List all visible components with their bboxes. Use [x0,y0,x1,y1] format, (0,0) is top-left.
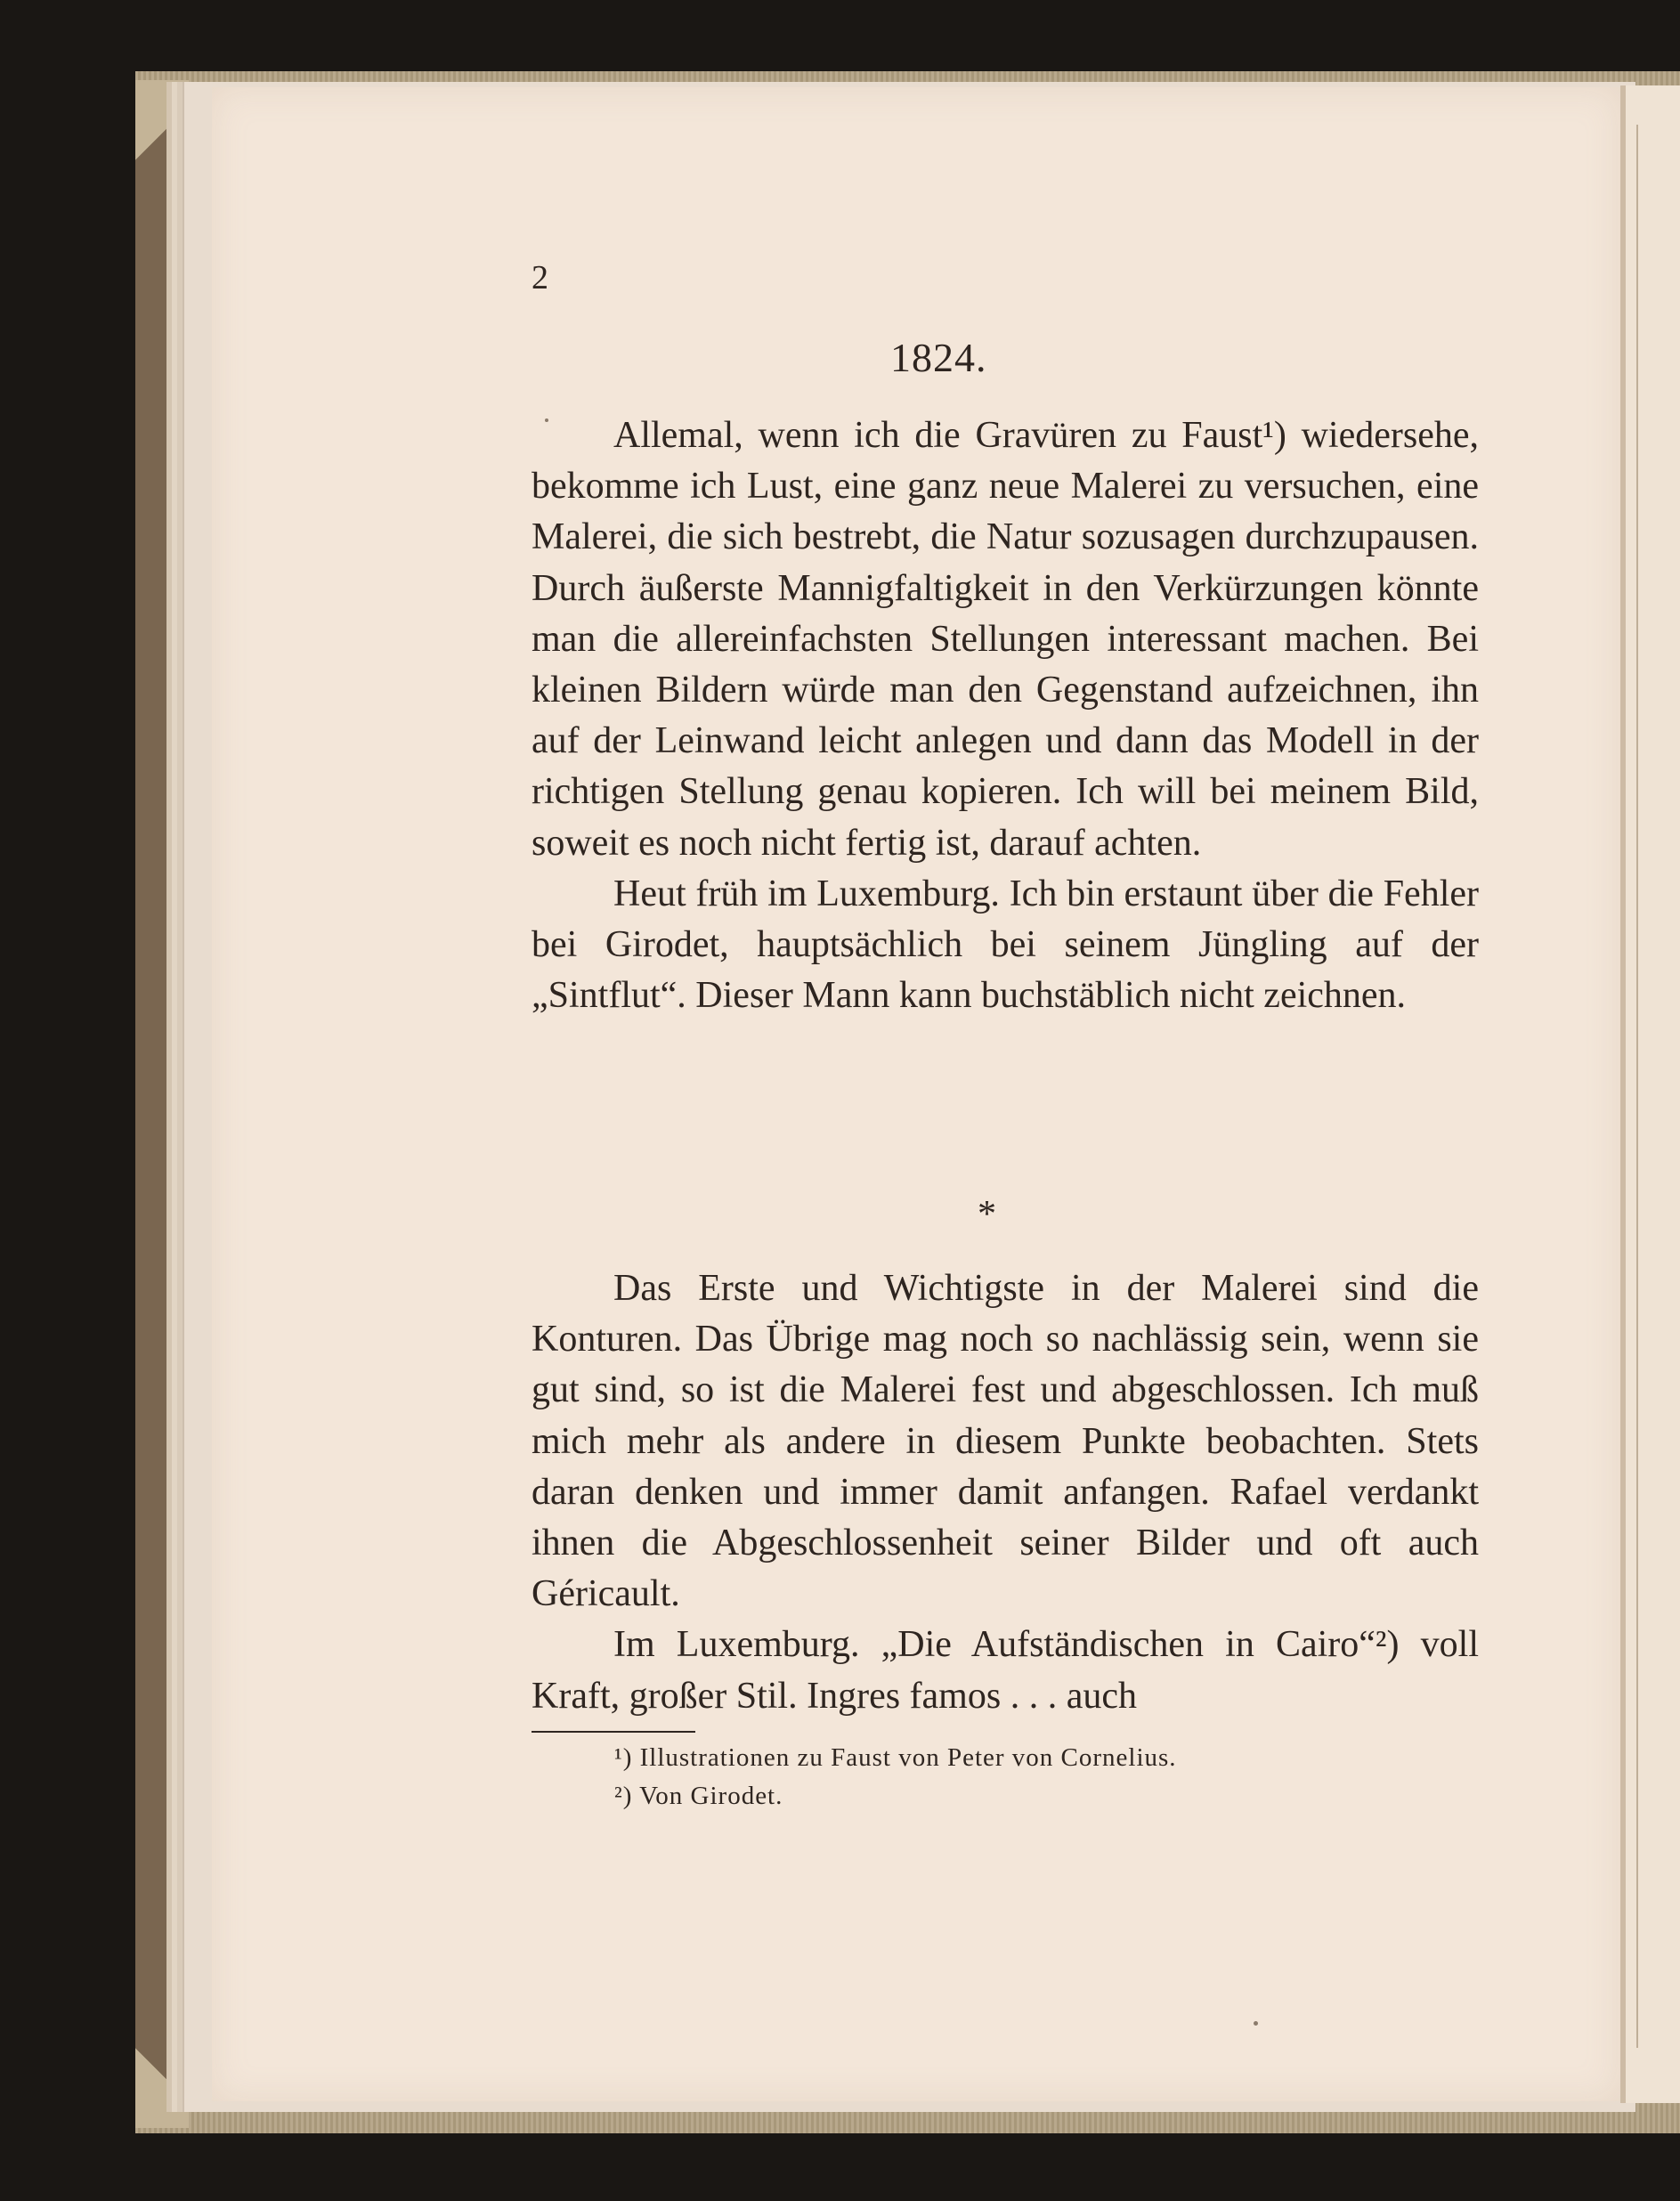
page-number: 2 [532,259,548,296]
paper-speck [1254,2021,1258,2026]
paragraph [532,869,1479,1022]
paragraph [532,1620,1479,1721]
footnote: ¹) Illustrationen zu Faust von Peter von Cornelius. [614,1743,1177,1772]
paragraph [532,410,1479,869]
footnotes [614,1739,1505,1815]
section-heading: 1824. [890,335,987,380]
paragraph [532,1263,1479,1620]
paragraph-text: Im Luxemburg. „Die Aufständischen in Cairo“²) voll Kraft, großer Stil. Ingres famos . . . auch [532,1624,1479,1717]
text-block-2 [532,1263,1479,1722]
footnote: ²) Von Girodet. [614,1782,783,1810]
cover-corner-bottom-left [135,2021,189,2128]
paper-speck [545,418,548,422]
text-block-1 [532,410,1479,1021]
section-separator: * [978,1194,996,1235]
paragraph-text: Allemal, wenn ich die Gravüren zu Faust¹) wiedersehe, bekomme ich Lust, eine ganz neue Malerei zu versuchen, eine Malerei, die sich bestrebt, die Natur sozusagen durchzupausen. Durch äußerste Mannigfaltigkeit in den Verkürzungen könnte man die allereinfachsten Stellungen interessant machen. Bei kleinen Bildern würde man den Gegenstand aufzeichnen, ihn auf der Leinwand leicht anlegen und dann das Modell in der richtigen Stellung genau kopieren. Ich will bei meinem Bild, soweit es noch nicht fertig ist, darauf achten. [532,415,1479,864]
facing-page-edge [1620,85,1680,2103]
footnote-rule [532,1731,695,1733]
paragraph-text: Heut früh im Luxemburg. Ich bin erstaunt über die Fehler bei Girodet, hauptsächlich bei seinem Jüngling auf der „Sintflut“. Dieser Mann kann buchstäblich nicht zeichnen. [532,873,1479,1017]
paragraph-text: Das Erste und Wichtigste in der Malerei sind die Konturen. Das Übrige mag noch so nachlässig sein, wenn sie gut sind, so ist die Malerei fest und abgeschlossen. Ich muß mich mehr als andere in diesem Punkte beobachten. Stets daran denken und immer damit anfangen. Rafael verdankt ihnen die Abgeschlossenheit seiner Bilder und oft auch Géricault. [532,1268,1479,1615]
cover-corner-top-left [135,80,189,187]
gutter-line [1636,125,1638,2048]
